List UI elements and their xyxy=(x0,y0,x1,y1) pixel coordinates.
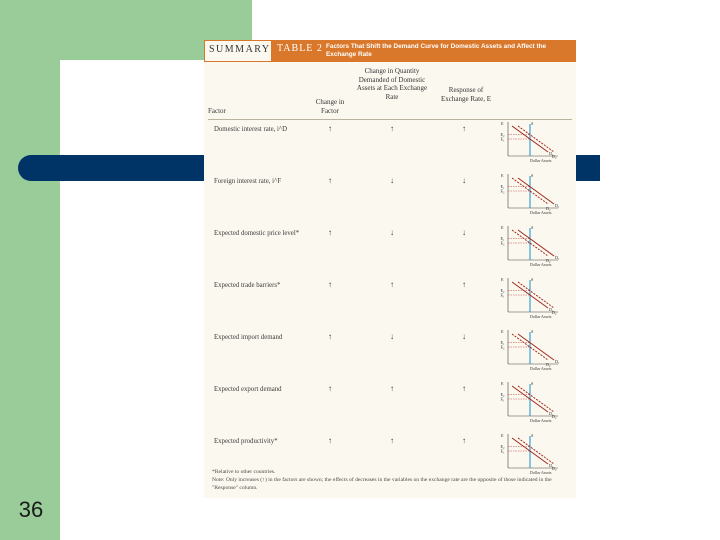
table-number: TABLE 2 xyxy=(277,43,323,54)
quantity-arrow: ↓ xyxy=(390,176,394,185)
summary-table xyxy=(204,40,576,498)
change-arrow: ↑ xyxy=(328,436,332,445)
response-arrow: ↑ xyxy=(462,436,466,445)
table-title: Factors That Shift the Demand Curve for Domestic Assets and Affect the Exchange Rate xyxy=(326,43,547,58)
demand-label-2: D₂ xyxy=(546,362,551,367)
factor-label: Domestic interest rate, i^D xyxy=(214,126,288,133)
tick-e1: E₁ xyxy=(500,292,505,298)
column-header-factor: Factor xyxy=(208,107,226,115)
demand-label-2: D₂ xyxy=(546,206,551,211)
quantity-arrow: ↑ xyxy=(390,280,394,289)
axis-y-label: E xyxy=(501,225,504,230)
tick-e2: E₂ xyxy=(500,344,505,350)
rounded-white-corner xyxy=(60,60,120,120)
supply-label: S xyxy=(531,381,534,386)
demand-label-1: D₁ xyxy=(555,203,560,208)
axis-y-label: E xyxy=(501,173,504,178)
response-arrow: ↑ xyxy=(462,384,466,393)
axis-y-label: E xyxy=(501,121,504,126)
shift-graph xyxy=(500,120,562,166)
supply-label: S xyxy=(531,121,534,126)
demand-label-2: D₂ xyxy=(552,414,557,419)
note-increases: Note: Only increases (↑) in the factors are shown; the effects of decreases in the variables on the exchange rate are the opposite of those indicated in the "Response" column. xyxy=(212,477,552,491)
quantity-arrow: ↑ xyxy=(390,384,394,393)
tick-e1: E₁ xyxy=(500,136,505,142)
summary-label: SUMMARY xyxy=(204,40,272,62)
change-arrow: ↑ xyxy=(328,280,332,289)
supply-label: S xyxy=(531,225,534,230)
axis-x-label: Dollar Assets xyxy=(530,262,552,267)
tick-e2: E₂ xyxy=(500,288,505,294)
quantity-arrow: ↓ xyxy=(390,228,394,237)
column-header-quantity: Change in Quantity Demanded of Domestic Assets at Each Exchange Rate xyxy=(356,67,428,101)
table-notes xyxy=(212,468,572,492)
axis-x-label: Dollar Assets xyxy=(530,418,552,423)
change-arrow: ↑ xyxy=(328,384,332,393)
demand-label-2: D₂ xyxy=(552,154,557,159)
column-header-change: Change in Factor xyxy=(315,98,345,115)
factor-label: Expected domestic price level* xyxy=(214,230,300,237)
axis-y-label: E xyxy=(501,329,504,334)
response-arrow: ↓ xyxy=(462,176,466,185)
axis-x-label: Dollar Assets xyxy=(530,158,552,163)
demand-label-2: D₂ xyxy=(546,258,551,263)
response-arrow: ↓ xyxy=(462,228,466,237)
axis-x-label: Dollar Assets xyxy=(530,314,552,319)
change-arrow: ↑ xyxy=(328,176,332,185)
demand-label-1: D₁ xyxy=(549,411,554,416)
demand-label-1: D₁ xyxy=(549,463,554,468)
factor-label: Expected trade barriers* xyxy=(214,282,281,289)
note-relative: *Relative to other countries. xyxy=(212,469,276,475)
tick-e1: E₁ xyxy=(500,396,505,402)
quantity-arrow: ↓ xyxy=(390,332,394,341)
demand-label-2: D₂ xyxy=(552,466,557,471)
left-green-bar xyxy=(0,0,60,540)
response-arrow: ↓ xyxy=(462,332,466,341)
axis-x-label: Dollar Assets xyxy=(530,366,552,371)
demand-label-1: D₁ xyxy=(549,151,554,156)
supply-label: S xyxy=(531,433,534,438)
demand-label-1: D₁ xyxy=(555,255,560,260)
factor-label: Foreign interest rate, i^F xyxy=(214,178,281,185)
change-arrow: ↑ xyxy=(328,332,332,341)
axis-y-label: E xyxy=(501,433,504,438)
tick-e1: E₁ xyxy=(500,448,505,454)
tick-e1: E₁ xyxy=(500,184,505,190)
shift-graph xyxy=(500,172,562,218)
factor-label: Expected import demand xyxy=(214,334,283,341)
change-arrow: ↑ xyxy=(328,228,332,237)
axis-x-label: Dollar Assets xyxy=(530,210,552,215)
shift-graph xyxy=(500,224,562,270)
tick-e2: E₂ xyxy=(500,132,505,138)
tick-e2: E₂ xyxy=(500,240,505,246)
shift-graph xyxy=(500,276,562,322)
supply-label: S xyxy=(531,277,534,282)
factor-label: Expected export demand xyxy=(214,386,282,393)
demand-label-2: D₂ xyxy=(552,310,557,315)
axis-x-label: Dollar Assets xyxy=(530,470,552,475)
column-header-response: Response of Exchange Rate, E xyxy=(441,86,491,103)
supply-label: S xyxy=(531,173,534,178)
tick-e1: E₁ xyxy=(500,236,505,242)
slide-number: 36 xyxy=(18,497,44,522)
tick-e2: E₂ xyxy=(500,444,505,450)
quantity-arrow: ↑ xyxy=(390,124,394,133)
tick-e1: E₁ xyxy=(500,340,505,346)
quantity-arrow: ↑ xyxy=(390,436,394,445)
axis-y-label: E xyxy=(501,277,504,282)
factor-label: Expected productivity* xyxy=(214,438,278,445)
demand-label-1: D₁ xyxy=(549,307,554,312)
shift-graph xyxy=(500,328,562,374)
demand-label-1: D₁ xyxy=(555,359,560,364)
supply-label: S xyxy=(531,329,534,334)
response-arrow: ↑ xyxy=(462,124,466,133)
shift-graph xyxy=(500,380,562,426)
axis-y-label: E xyxy=(501,381,504,386)
tick-e2: E₂ xyxy=(500,392,505,398)
change-arrow: ↑ xyxy=(328,124,332,133)
tick-e2: E₂ xyxy=(500,188,505,194)
response-arrow: ↑ xyxy=(462,280,466,289)
